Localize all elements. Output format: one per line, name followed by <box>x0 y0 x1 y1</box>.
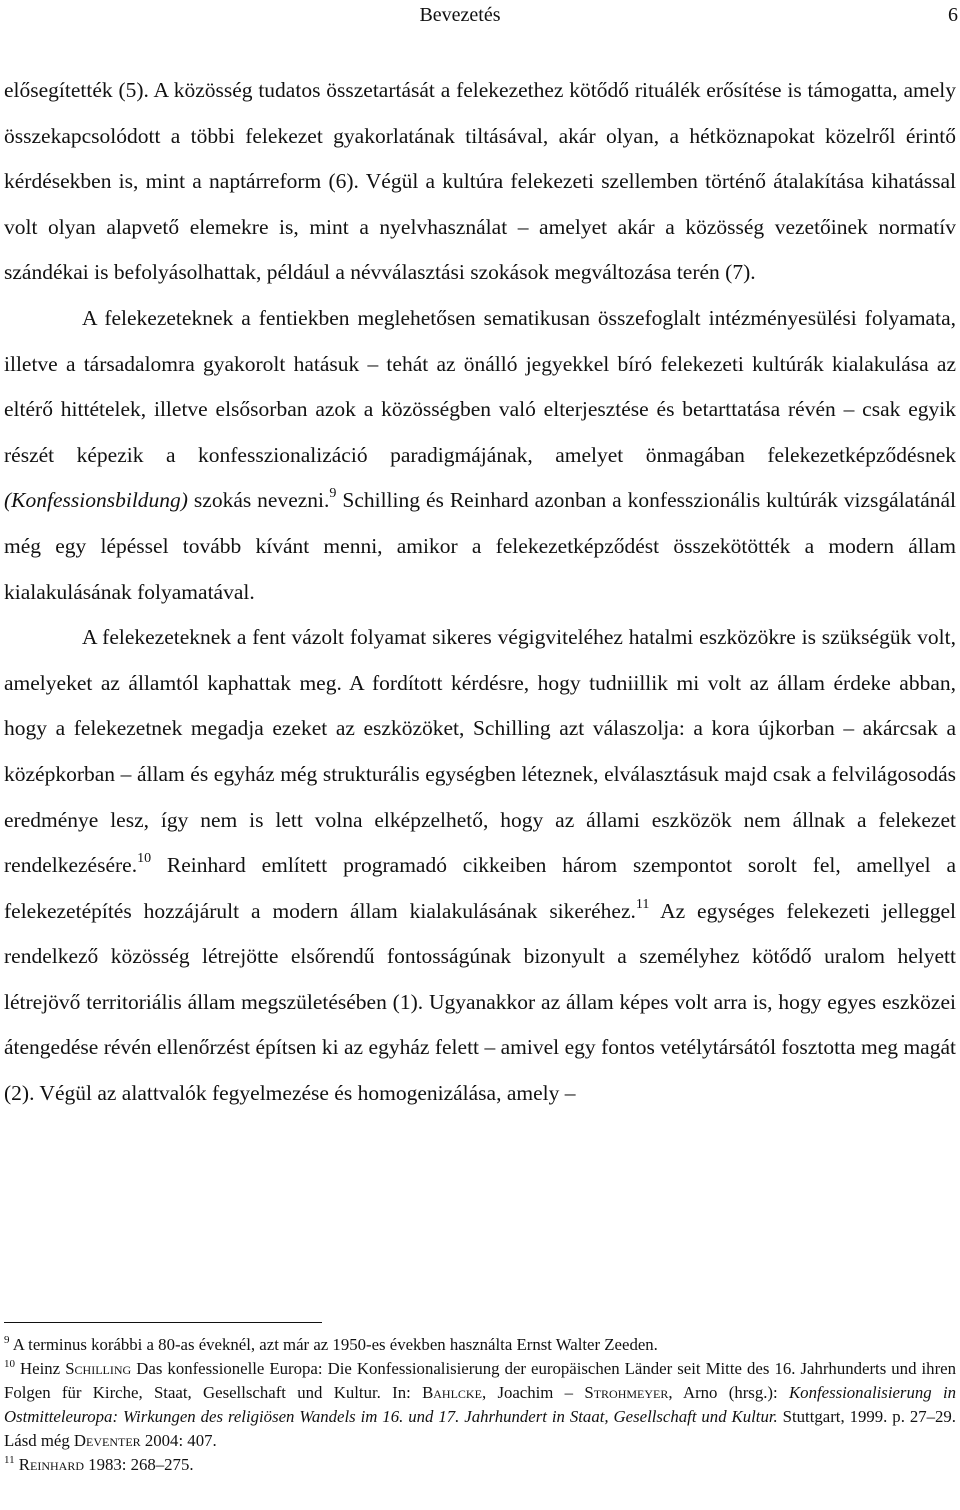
paragraph-3-text-a: A felekezeteknek a fent vázolt folyamat sikeres végigviteléhez hatalmi eszközökre is szükségük volt, amelyeket az államtól kaphattak meg. A fordított kérdésre, hogy tudniillik mi volt az állam érdeke abban, hogy a felekezetnek megadja ezeket az eszközöket, Schilling azt válaszolja: a kora újkorban – akárcsak a középkorban – állam és egyház még strukturális egységben léteznek, elválasztásuk majd csak a felvilágosodás eredménye lesz, így nem is lett volna elképzelhető, hogy az állami eszközök nem állnak a felekezet rendelkezésére. <box>4 625 956 878</box>
running-header <box>0 2 960 28</box>
footnote-10-text-e: Stuttgart, 1999. p. 27–29. Lásd még <box>4 1407 956 1450</box>
footnote-separator <box>4 1322 322 1323</box>
footnotes <box>4 1333 956 1477</box>
footnote-ref-11[interactable]: 11 <box>635 896 650 912</box>
paragraph-1 <box>4 68 956 296</box>
footnote-10-text-f: 2004: 407. <box>140 1431 217 1450</box>
paragraph-2-text-b: szokás nevezni. <box>187 488 330 513</box>
page-number: 6 <box>948 4 958 26</box>
footnote-9 <box>4 1333 956 1357</box>
footnote-10-mark: 10 <box>4 1358 15 1370</box>
body-text <box>4 68 956 1117</box>
footnote-ref-9[interactable]: 9 <box>329 486 337 502</box>
footnote-11-text: 1983: 268–275. <box>83 1455 194 1474</box>
author-bahlcke: Bahlcke <box>422 1383 482 1402</box>
footnote-11-mark: 11 <box>4 1454 15 1466</box>
footnote-10-text-c: , Joachim – <box>481 1383 585 1402</box>
paragraph-3-text-c: Az egységes felekezeti jelleggel rendelkező közösség létrejötte elsőrendű fontosságúnak bizonyult a személyhez kötődő uralom helyett létrejövő territoriális állam megszületésében (1). Ugyanakkor az állam képes volt arra is, hogy egyes eszközei átengedése révén ellenőrzést építsen ki az egyház felett – amivel egy fontos vetélytársától fosztotta meg magát (2). Végül az alattvalók fegyelmezése és homogenizálása, amely – <box>4 898 957 1106</box>
paragraph-3-text-b: Reinhard említett programadó cikkeiben három szempontot sorolt fel, amellyel a felekezetépítés hozzájárult a modern állam kialakulásának sikeréhez. <box>4 853 956 923</box>
footnote-10-text-d: , Arno (hrsg.): <box>668 1383 789 1402</box>
footnote-9-text: A terminus korábbi a 80-as éveknél, azt már az 1950-es években használta Ernst Walter Zeeden. <box>9 1335 658 1354</box>
paragraph-2-text-c: Schilling és Reinhard azonban a konfesszionális kultúrák vizsgálatánál még egy lépéssel tovább kívánt menni, amikor a felekezetképződést összekötötték a modern állam kialakulásának folyamatával. <box>4 488 956 604</box>
footnote-ref-10[interactable]: 10 <box>137 851 152 867</box>
footnote-9-mark: 9 <box>4 1334 10 1346</box>
author-strohmeyer: Strohmeyer <box>584 1383 669 1402</box>
footnote-10-book-title: Konfessionalisierung in Ostmitteleuropa: Wirkungen des religiösen Wandels im 16. und 17. Jahrhundert in Staat, Gesellschaft und Kultur. <box>4 1383 956 1426</box>
paragraph-2 <box>4 296 956 615</box>
footnote-11 <box>4 1453 956 1477</box>
footnote-10-text-a: Heinz <box>15 1359 66 1378</box>
footnote-10 <box>4 1357 956 1453</box>
paragraph-2-text-a: A felekezeteknek a fentiekben meglehetősen sematikusan összefoglalt intézményesülési folyamata, illetve a társadalomra gyakorolt hatásuk – tehát az önálló jegyekkel bíró felekezeti kultúrák kialakulása az eltérő hittételek, illetve elsősorban azok a közösségben való elterjesztése és betarttatása révén – csak egyik részét képezik a konfesszionalizáció paradigmájának, amelyet önmagában felekezetképződésnek <box>4 305 956 467</box>
header-title: Bevezetés <box>419 4 501 26</box>
footnote-10-text-b: Das konfessionelle Europa: Die Konfessionalisierung der europäischen Länder seit Mitte des 16. Jahrhunderts und ihren Folgen für Kirche, Staat, Gesellschaft und Kultur. In: <box>4 1359 956 1402</box>
paragraph-3 <box>4 615 956 1117</box>
author-deventer: Deventer <box>73 1431 141 1450</box>
paragraph-1-text: elősegítették (5). A közösség tudatos összetartását a felekezethez kötődő rituálék erősítése is támogatta, amely összekapcsolódott a többi felekezet gyakorlatának tiltásával, akár olyan, a hétköznapokat közelről érintő kérdésekben is, mint a naptárreform (6). Végül a kultúra felekezeti szellemben történő átalakítása kihatással volt olyan alapvető elemekre is, mint a nyelvhasználat – amelyet akár a közösség vezetőinek normatív szándékai is befolyásolhattak, például a névválasztási szokások megváltozása terén (7). <box>4 78 956 285</box>
author-reinhard: Reinhard <box>18 1455 84 1474</box>
konfessionsbildung-term: (Konfessionsbildung) <box>4 488 188 513</box>
author-schilling: Schilling <box>65 1359 132 1378</box>
